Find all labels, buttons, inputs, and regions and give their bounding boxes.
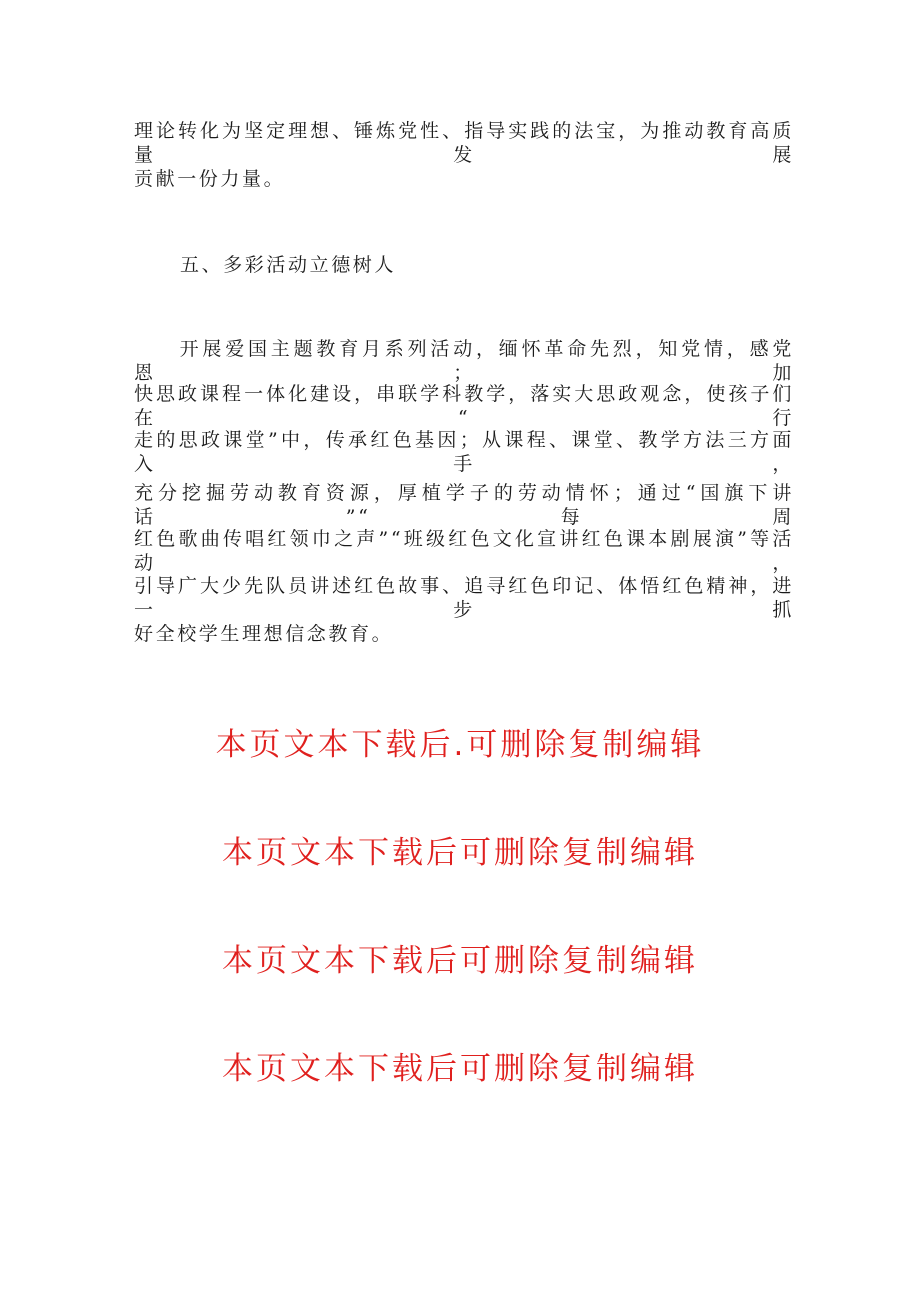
paragraph-line-5: 红色歌曲传唱红领巾之声”“班级红色文化宣讲红色课本剧展演”等活动， [134,528,794,574]
download-note-1: 本页文本下载后.可删除复制编辑 [215,727,705,763]
paragraph-line-4: 充分挖掘劳动教育资源，厚植学子的劳动情怀；通过“国旗下讲话”“每周 [134,482,794,528]
paragraph-line-1: 开展爱国主题教育月系列活动，缅怀革命先烈，知党情，感党恩；加 [134,338,794,384]
paragraph-line-2: 快思政课程一体化建设，串联学科教学，落实大思政观念，使孩子们在“行 [134,383,794,429]
download-note-4: 本页文本下载后可删除复制编辑 [222,1051,698,1087]
intro-line-1: 理论转化为坚定理想、锤炼党性、指导实践的法宝，为推动教育高质量发展 [134,120,794,166]
download-note-3: 本页文本下载后可删除复制编辑 [222,943,698,979]
paragraph-line-7: 好全校学生理想信念教育。 [134,623,394,645]
intro-line-2: 贡献一份力量。 [134,168,286,190]
paragraph-line-3: 走的思政课堂”中，传承红色基因；从课程、课堂、教学方法三方面入手， [134,429,794,475]
section-heading: 五、多彩活动立德树人 [180,254,397,276]
paragraph-line-6: 引导广大少先队员讲述红色故事、追寻红色印记、体悟红色精神，进一步抓 [134,575,794,621]
download-note-2: 本页文本下载后可删除复制编辑 [222,835,698,871]
